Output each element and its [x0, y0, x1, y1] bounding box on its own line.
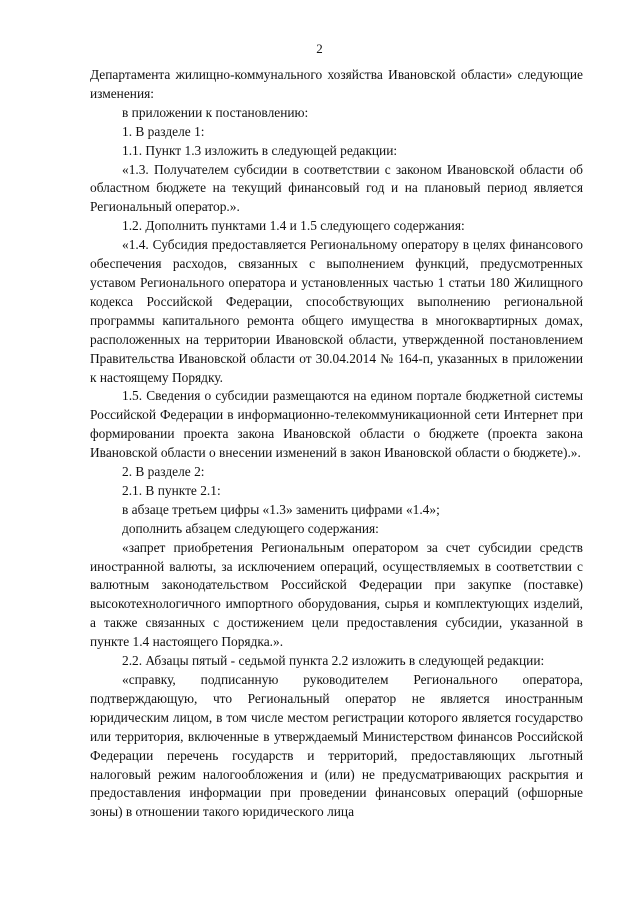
paragraph: «справку, подписанную руководителем Регионального оператора, подтверждающую, что Региональный оператор не является иностранным юридическим лицом, в том числе местом регистрации которого является государство или территория, включенные в утверждаемый Министерством финансов Российской Федерации перечень государств и территорий, предоставляющих льготный налоговый режим налогообложения и (или) не предусматривающих раскрытия и предоставления информации при проведении финансовых операций (офшорные зоны) в отношении такого юридического лица	[90, 672, 583, 820]
paragraph: «запрет приобретения Региональным оператором за счет субсидии средств иностранной валюты, за исключением операций, осуществляемых в соответствии с валютным законодательством Российской Федерации при закупке (поставке) высокотехнологичного импортного оборудования, сырья и комплектующих изделий, а также связанных с достижением цели предоставления субсидии, указанной в пункте 1.4 настоящего Порядка.».	[90, 539, 583, 650]
paragraph: «1.3. Получателем субсидии в соответствии с законом Ивановской области об областном бюджете на текущий финансовый год и на плановый период является Региональный оператор.».	[90, 161, 583, 215]
page-number: 2	[316, 41, 323, 56]
paragraph: «1.4. Субсидия предоставляется Региональному оператору в целях финансового обеспечения расходов, связанных с выполнением функций, предусмотренных уставом Регионального оператора и установленных частью 1 статьи 180 Жилищного кодекса Российской Федерации, способствующих выполнению региональной программы капитального ремонта общего имущества в многоквартирных домах, расположенных на территории Ивановской области, утвержденной постановлением Правительства Ивановской области от 30.04.2014 № 164-п, указанных в приложении к настоящему Порядку.	[90, 237, 583, 385]
paragraph: дополнить абзацем следующего содержания:	[122, 520, 379, 536]
paragraph: 1.5. Сведения о субсидии размещаются на едином портале бюджетной системы Российской Федерации в информационно-телекоммуникационной сети Интернет при формировании проекта закона Ивановской области о бюджете (проекта закона Ивановской области о внесении изменений в закон Ивановской области о бюджете).».	[90, 388, 583, 461]
document-body	[90, 66, 583, 822]
paragraph: 1. В разделе 1:	[122, 123, 205, 139]
paragraph: 2.2. Абзацы пятый - седьмой пункта 2.2 изложить в следующей редакции:	[122, 653, 545, 669]
paragraph: 1.2. Дополнить пунктами 1.4 и 1.5 следующего содержания:	[122, 218, 465, 234]
paragraph: в абзаце третьем цифры «1.3» заменить цифрами «1.4»;	[122, 501, 440, 517]
paragraph: в приложении к постановлению:	[122, 104, 309, 120]
paragraph: 1.1. Пункт 1.3 изложить в следующей редакции:	[122, 142, 398, 158]
paragraph: Департамента жилищно-коммунального хозяйства Ивановской области» следующие изменения:	[90, 67, 583, 101]
paragraph: 2.1. В пункте 2.1:	[122, 482, 221, 498]
paragraph: 2. В разделе 2:	[122, 464, 205, 480]
